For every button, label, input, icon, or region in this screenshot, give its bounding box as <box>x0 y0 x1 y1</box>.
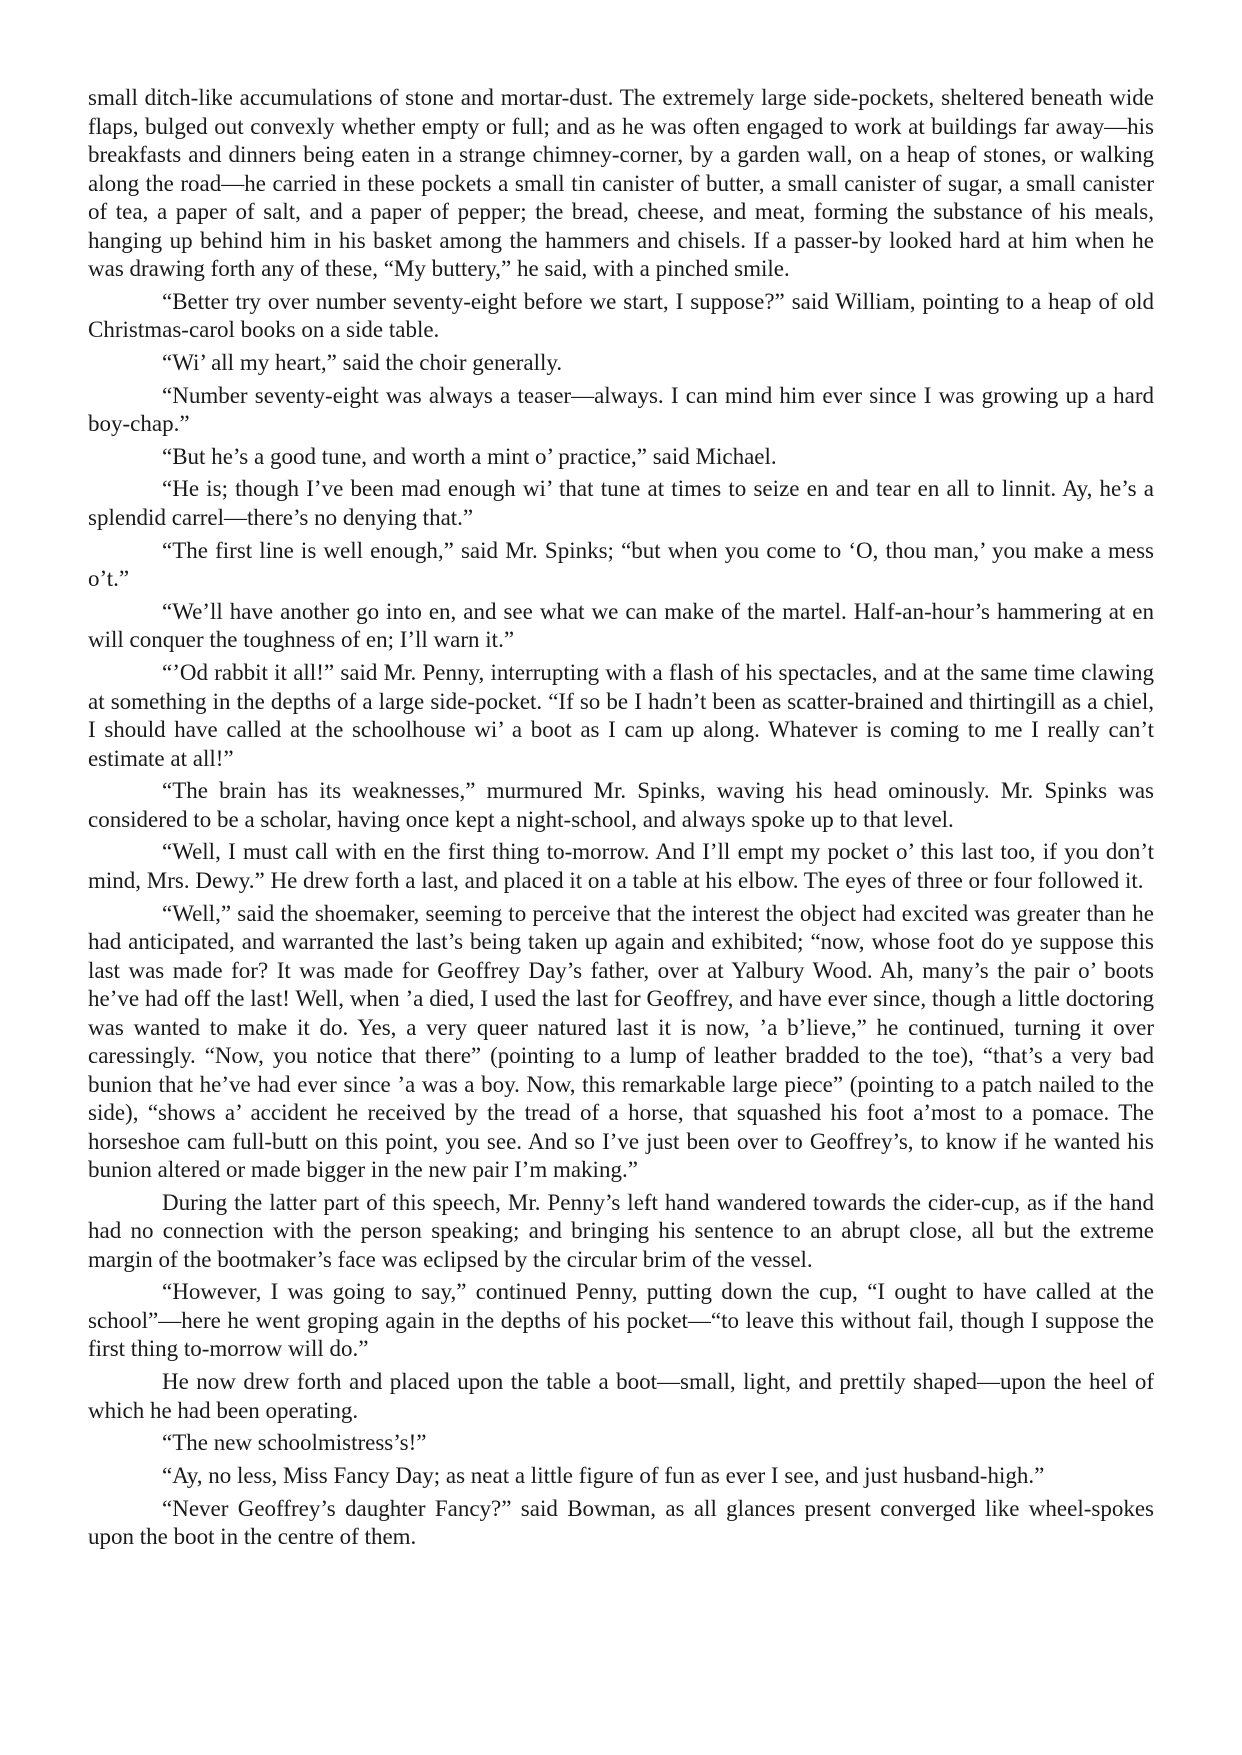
paragraph: “The new schoolmistress’s!” <box>162 1430 427 1456</box>
paragraph: “Never Geoffrey’s daughter Fancy?” said Bowman, as all glances present converged like wheel-spokes upon the boot in the centre of them. <box>88 1495 1154 1550</box>
paragraph: “But he’s a good tune, and worth a mint o’ practice,” said Michael. <box>162 443 777 469</box>
paragraph: “’Od rabbit it all!” said Mr. Penny, interrupting with a flash of his spectacles, and at the same time clawing at something in the depths of a large side-pocket. “If so be I hadn’t been as scatter-brained and thirtingill as a chiel, I should have called at the schoolhouse wi’ a boot as I cam up along. Whatever is coming to me I really can’t estimate at all!” <box>88 660 1154 771</box>
paragraph: During the latter part of this speech, Mr. Penny’s left hand wandered towards the cider-cup, as if the hand had no connection with the person speaking; and bringing his sentence to an abrupt close, all but the extreme margin of the bootmaker’s face was eclipsed by the circular brim of the vessel. <box>88 1189 1154 1272</box>
paragraph: “Ay, no less, Miss Fancy Day; as neat a little figure of fun as ever I see, and just husband-high.” <box>162 1463 1045 1488</box>
paragraph: “However, I was going to say,” continued Penny, putting down the cup, “I ought to have called at the school”—here he went groping again in the depths of his pocket—“to leave this without fail, though I suppose the first thing to-morrow will do.” <box>88 1279 1154 1362</box>
paragraph: “The first line is well enough,” said Mr. Spinks; “but when you come to ‘O, thou man,’ you make a mess o’t.” <box>88 537 1154 592</box>
paragraph: “He is; though I’ve been mad enough wi’ that tune at times to seize en and tear en all to linnit. Ay, he’s a splendid carrel—there’s no denying that.” <box>88 476 1154 530</box>
paragraph: “We’ll have another go into en, and see what we can make of the martel. Half-an-hour’s hammering at en will conquer the toughness of en; I’ll warn it.” <box>88 598 1154 653</box>
document-page <box>88 84 1154 1556</box>
paragraph: “The brain has its weaknesses,” murmured Mr. Spinks, waving his head ominously. Mr. Spinks was considered to be a scholar, having once kept a night-school, and always spoke up to that level. <box>88 778 1154 832</box>
paragraph: “Well,” said the shoemaker, seeming to perceive that the interest the object had excited was greater than he had anticipated, and warranted the last’s being taken up again and exhibited; “now, whose foot do ye suppose this last was made for? It was made for Geoffrey Day’s father, over at Yalbury Wood. Ah, many’s the pair o’ boots he’ve had off the last! Well, when ’a died, I used the last for Geoffrey, and have ever since, though a little doctoring was wanted to make it do. Yes, a very queer natured last it is now, ’a b’lieve,” he continued, turning it over caressingly. “Now, you notice that there” (pointing to a lump of leather bradded to the toe), “that’s a very bad bunion that he’ve had ever since ’a was a boy. Now, this remarkable large piece” (pointing to a patch nailed to the side), “shows a’ accident he received by the tread of a horse, that squashed his foot a’most to a pomace. The horseshoe cam full-butt on this point, you see. And so I’ve just been over to Geoffrey’s, to know if he wanted his bunion altered or made bigger in the new pair I’m making.” <box>88 900 1154 1183</box>
paragraph: He now drew forth and placed upon the table a boot—small, light, and prettily shaped—upon the heel of which he had been operating. <box>88 1369 1154 1423</box>
paragraph: “Wi’ all my heart,” said the choir generally. <box>162 349 563 375</box>
paragraph: “Number seventy-eight was always a teaser—always. I can mind him ever since I was growing up a hard boy-chap.” <box>88 382 1154 437</box>
paragraph: small ditch-like accumulations of stone and mortar-dust. The extremely large side-pockets, sheltered beneath wide flaps, bulged out convexly whether empty or full; and as he was often engaged to work at buildings far away—his breakfasts and dinners being eaten in a strange chimney-corner, by a garden wall, on a heap of stones, or walking along the road—he carried in these pockets a small tin canister of butter, a small canister of sugar, a small canister of tea, a paper of salt, and a paper of pepper; the bread, cheese, and meat, forming the substance of his meals, hanging up behind him in his basket among the hammers and chisels. If a passer-by looked hard at him when he was drawing forth any of these, “My buttery,” he said, with a pinched smile. <box>88 85 1154 281</box>
paragraph: “Better try over number seventy-eight before we start, I suppose?” said William, pointing to a heap of old Christmas-carol books on a side table. <box>88 288 1154 343</box>
paragraph: “Well, I must call with en the first thing to-morrow. And I’ll empt my pocket o’ this last too, if you don’t mind, Mrs. Dewy.” He drew forth a last, and placed it on a table at his elbow. The eyes of three or four followed it. <box>88 839 1154 893</box>
